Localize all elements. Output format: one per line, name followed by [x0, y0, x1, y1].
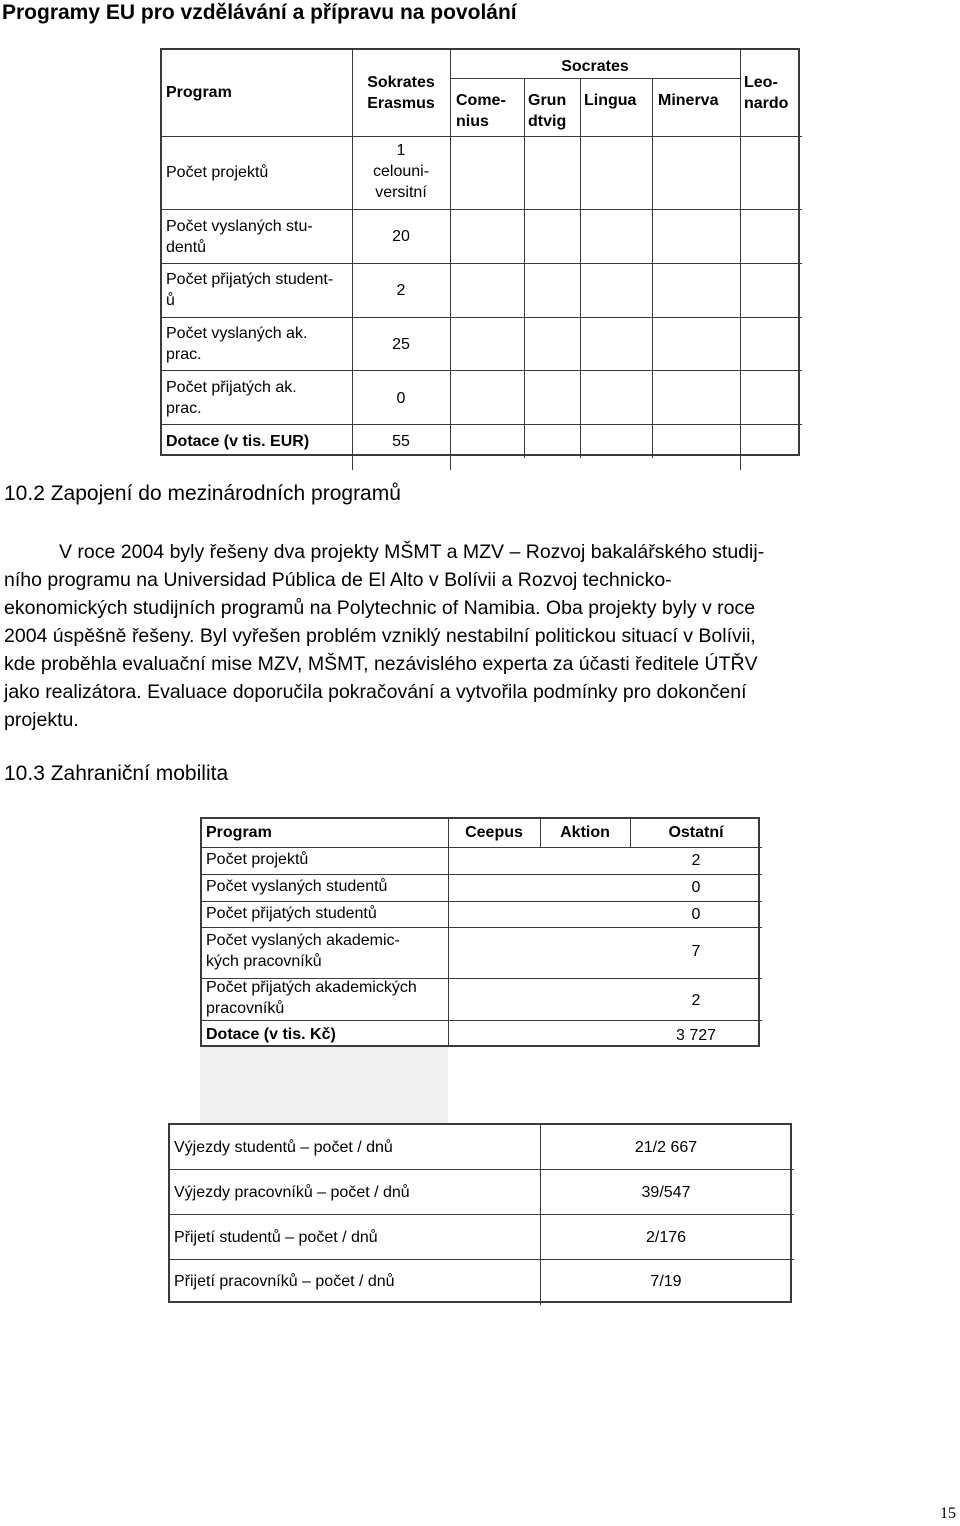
row-label-vyslani-studenti: Počet vyslaných stu- dentů — [166, 218, 313, 256]
row-label-dotace: Dotace (v tis. Kč) — [206, 1026, 336, 1043]
paragraph-line: ního programu na Universidad Pública de El Alto v Bolívii a Rozvoj technicko- — [4, 569, 672, 591]
row-value-vyjezdy-studentu: 21/2 667 — [634, 1139, 698, 1156]
header-socrates: Socrates — [561, 58, 629, 75]
row-label-projekty: Počet projektů — [166, 164, 269, 181]
page-number: 15 — [940, 1505, 956, 1522]
row-value-prijati-akademicti: 2 — [691, 992, 701, 1009]
row-value-vyjezdy-pracovniku: 39/547 — [641, 1184, 691, 1201]
section-heading-10-2: 10.2 Zapojení do mezinárodních programů — [4, 482, 401, 505]
row-value-prijati-prac: 0 — [396, 390, 406, 407]
header-ceepus: Ceepus — [465, 824, 523, 841]
row-label-projekty: Počet projektů — [206, 851, 309, 868]
row-value-projekty: 1 celouni- versitní — [372, 142, 430, 201]
paragraph-line: 2004 úspěšně řešeny. Byl vyřešen problém vzniklý nestabilní politickou situací v Bolívii, — [4, 625, 756, 647]
row-label-vyslani-prac: Počet vyslaných ak. prac. — [166, 325, 308, 363]
header-grundtvig: Grun dtvig — [528, 92, 567, 130]
header-minerva: Minerva — [658, 92, 719, 109]
row-value-prijeti-studentu: 2/176 — [645, 1229, 687, 1246]
eu-programs-table — [160, 48, 800, 456]
row-value-vyslani-akademicti: 7 — [691, 943, 701, 960]
row-value-prijati-studenti: 0 — [691, 906, 701, 923]
header-program: Program — [206, 824, 272, 841]
paragraph-line: ekonomických studijních programů na Polytechnic of Namibia. Oba projekty byly v roce — [4, 597, 756, 619]
row-label-vyslani-studenti: Počet vyslaných studentů — [206, 878, 388, 895]
row-label-prijati-studenti: Počet přijatých student- ů — [166, 271, 334, 309]
mobility-summary-table — [168, 1123, 792, 1303]
row-value-dotace: 3 727 — [675, 1027, 717, 1044]
row-label-vyjezdy-pracovniku: Výjezdy pracovníků – počet / dnů — [174, 1184, 410, 1201]
row-label-prijati-prac: Počet přijatých ak. prac. — [166, 379, 297, 417]
row-value-prijati-studenti: 2 — [396, 282, 406, 299]
header-ostatni: Ostatní — [668, 824, 724, 841]
paragraph-line: kde proběhla evaluační mise MZV, MŠMT, nezávislého experta za účasti ředitele ÚTŘV — [4, 653, 758, 675]
row-value-vyslani-prac: 25 — [392, 336, 410, 353]
header-program: Program — [166, 84, 232, 101]
row-value-projekty: 2 — [691, 852, 701, 869]
paragraph-line: jako realizátora. Evaluace doporučila pokračování a vytvořila podmínky pro dokončení — [4, 681, 747, 703]
row-label-prijati-akademicti: Počet přijatých akademických pracovníků — [206, 979, 417, 1017]
header-lingua: Lingua — [584, 92, 637, 109]
row-label-dotace: Dotace (v tis. EUR) — [166, 433, 310, 450]
body-paragraph — [4, 538, 958, 734]
header-comenius: Come- nius — [456, 92, 506, 130]
header-sokrates-erasmus: Sokrates Erasmus — [367, 74, 435, 112]
section-heading-10-3: 10.3 Zahraniční mobilita — [4, 762, 229, 785]
paragraph-line: V roce 2004 byly řešeny dva projekty MŠMT a MZV – Rozvoj bakalářského studij- — [59, 541, 765, 563]
row-label-prijeti-studentu: Přijetí studentů – počet / dnů — [174, 1229, 378, 1246]
row-value-prijeti-pracovniku: 7/19 — [650, 1273, 682, 1290]
row-label-vyjezdy-studentu: Výjezdy studentů – počet / dnů — [174, 1139, 393, 1156]
row-value-vyslani-studenti: 0 — [691, 879, 701, 896]
paragraph-line: projektu. — [4, 709, 79, 731]
row-label-prijeti-pracovniku: Přijetí pracovníků – počet / dnů — [174, 1273, 395, 1290]
row-value-vyslani-studenti: 20 — [392, 228, 410, 245]
page-title: Programy EU pro vzdělávání a přípravu na povolání — [2, 1, 517, 24]
row-label-vyslani-akademicti: Počet vyslaných akademic- kých pracovníků — [206, 932, 400, 970]
mobility-programs-table — [200, 817, 760, 1047]
row-value-dotace: 55 — [392, 433, 410, 450]
row-label-prijati-studenti: Počet přijatých studentů — [206, 905, 377, 922]
shaded-area — [200, 1047, 448, 1123]
header-aktion: Aktion — [560, 824, 610, 841]
header-leonardo: Leo- nardo — [744, 74, 789, 112]
